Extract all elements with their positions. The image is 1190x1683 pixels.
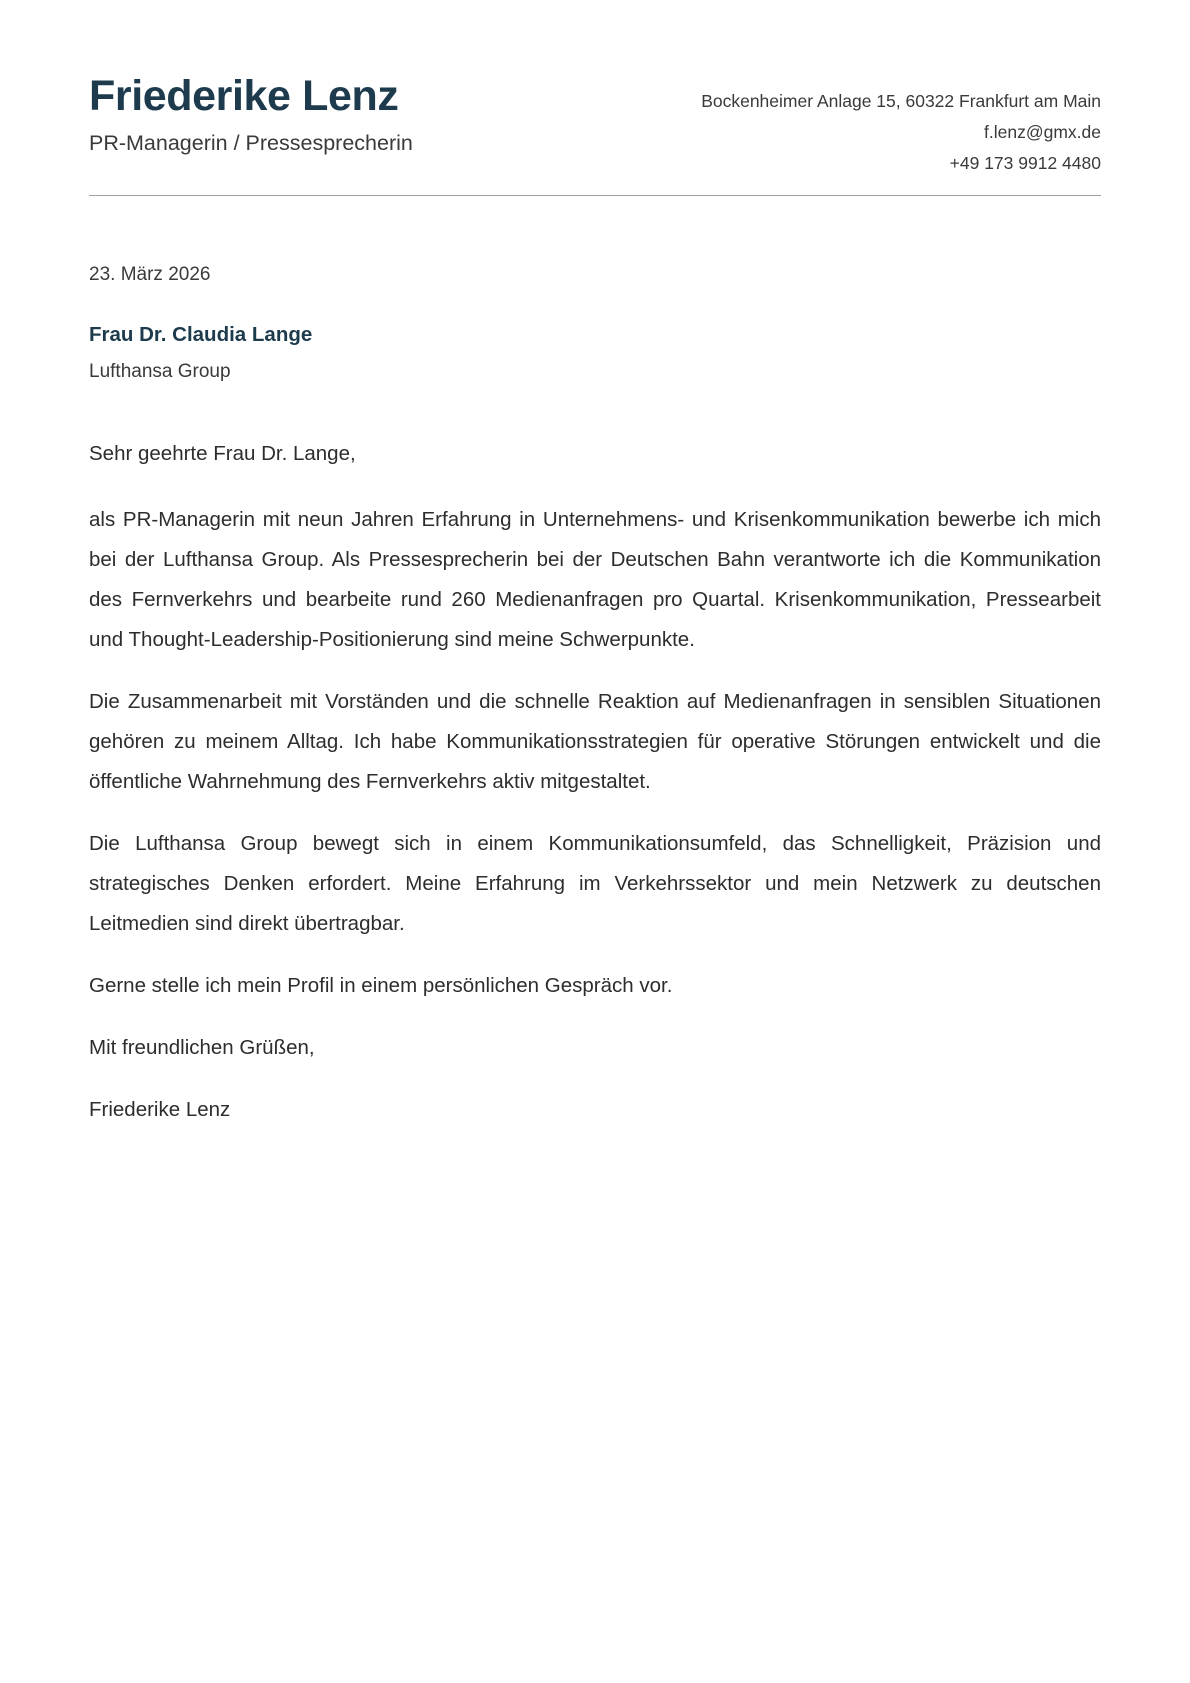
recipient-block xyxy=(89,321,1101,385)
contact-email[interactable]: f.lenz@gmx.de xyxy=(984,122,1101,143)
recipient-name: Frau Dr. Claudia Lange xyxy=(89,323,313,347)
identity-block xyxy=(89,72,413,158)
body-paragraph-2: Die Zusammenarbeit mit Vorständen und die schnelle Reaktion auf Medienanfragen in sensiblen Situationen gehören zu meinem Alltag. Ich habe Kommunikationsstrategien für operative Störungen entwickelt und die öffentliche Wahrnehmung des Fernverkehrs aktiv mitgestaltet. xyxy=(89,689,1101,793)
letter-meta xyxy=(89,262,1101,385)
salutation: Sehr geehrte Frau Dr. Lange, xyxy=(89,442,356,466)
signature-name: Friederike Lenz xyxy=(89,1097,231,1121)
body-paragraph-1: als PR-Managerin mit neun Jahren Erfahrung in Unternehmens- und Krisenkommunikation bewerbe ich mich bei der Lufthansa Group. Als Pressesprecherin bei der Deutschen Bahn verantworte ich die Kommunikation des Fernverkehrs und bearbeite rund 260 Medienanfragen pro Quartal. Krisenkommunikation, Pressearbeit und Thought-Leadership-Positionierung sind meine Schwerpunkte. xyxy=(89,508,1101,651)
applicant-role: PR-Managerin / Pressesprecherin xyxy=(89,131,413,156)
recipient-company: Lufthansa Group xyxy=(89,360,231,382)
closing-line: Mit freundlichen Grüßen, xyxy=(89,1035,315,1059)
contact-block xyxy=(413,72,1101,179)
contact-address: Bockenheimer Anlage 15, 60322 Frankfurt am Main xyxy=(701,91,1101,111)
contact-phone[interactable]: +49 173 9912 4480 xyxy=(949,153,1101,174)
applicant-name: Friederike Lenz xyxy=(89,72,399,120)
letter-date: 23. März 2026 xyxy=(89,264,211,286)
letterhead xyxy=(89,0,1101,196)
letter-body xyxy=(89,438,1101,1129)
body-paragraph-3: Die Lufthansa Group bewegt sich in einem Kommunikationsumfeld, das Schnelligkeit, Präzision und strategisches Denken erfordert. Meine Erfahrung im Verkehrssektor und mein Netzwerk zu deutschen Leitmedien sind direkt übertragbar. xyxy=(89,831,1101,935)
call-to-action: Gerne stelle ich mein Profil in einem persönlichen Gespräch vor. xyxy=(89,973,673,997)
